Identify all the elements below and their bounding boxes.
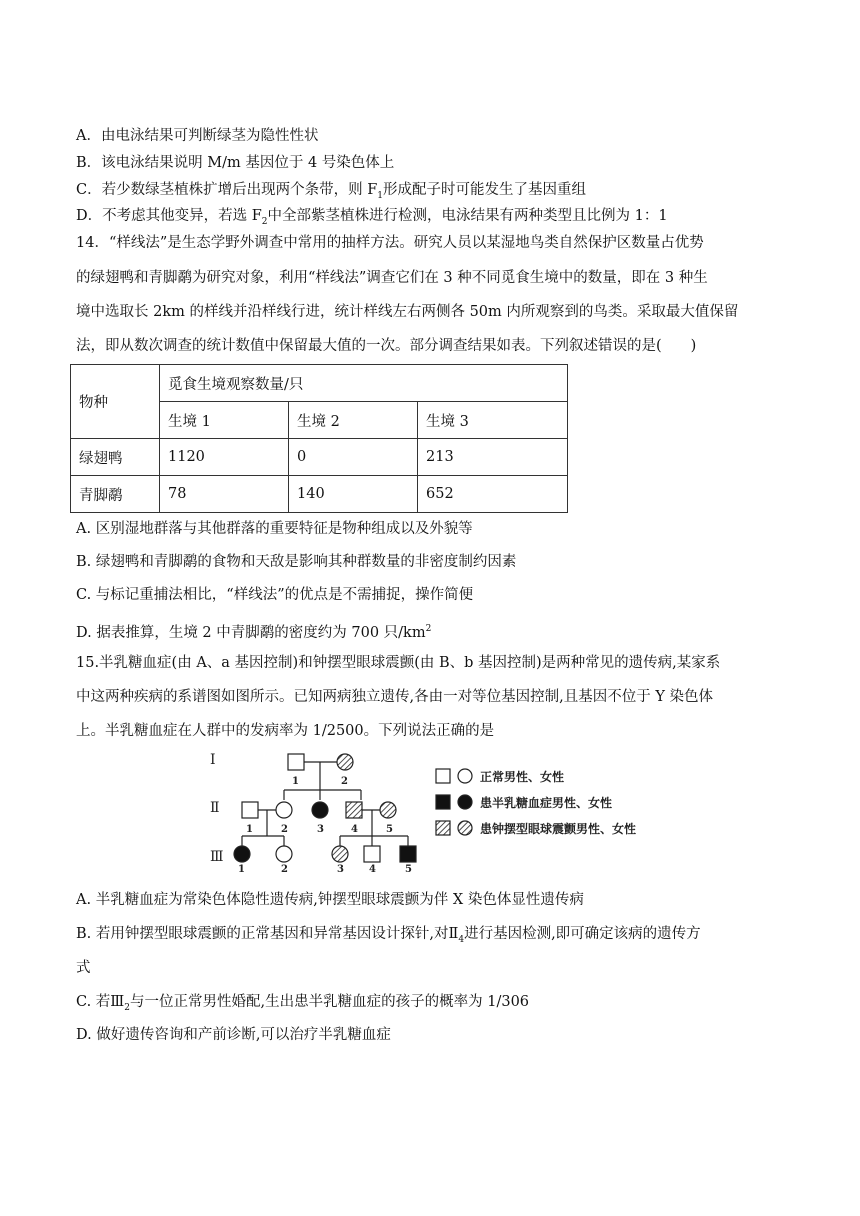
q14-stem-line: 14．“样线法”是生态学野外调查中常用的抽样方法。研究人员以某湿地鸟类自然保护区数量占优势 <box>76 235 704 251</box>
q15-stem-line: 15.半乳糖血症(由 A、a 基因控制)和钟摆型眼球震颤(由 B、b 基因控制)是两种常见的遗传病,某家系 <box>76 655 721 671</box>
q14-option-c: C. 与标记重捕法相比，“样线法”的优点是不需捕捉，操作简便 <box>76 587 474 603</box>
pedigree-number: 1 <box>246 824 253 835</box>
q13-option-d-sub: 2 <box>261 216 268 227</box>
q15-option-a: A. 半乳糖血症为常染色体隐性遗传病,钟摆型眼球震颤为伴 X 染色体显性遗传病 <box>76 892 584 908</box>
pedigree-iii4-normal-male <box>364 846 380 862</box>
q13-option-c <box>76 180 586 206</box>
table-cell: 213 <box>418 439 568 476</box>
pedigree-number: 4 <box>351 824 358 835</box>
legend-nystagmus-male-symbol <box>436 821 450 835</box>
q15-stem-line: 中这两种疾病的系谱图如图所示。已知两病独立遗传,各由一对等位基因控制,且基因不位于 Y 染色体 <box>76 689 714 705</box>
generation-label-1: Ⅰ <box>210 752 216 768</box>
table-row <box>71 476 568 513</box>
generation-label-3: Ⅲ <box>210 849 224 865</box>
q15-option-c-sub: 2 <box>124 1002 131 1013</box>
pedigree-number: 1 <box>292 776 299 787</box>
q13-option-d <box>76 206 668 232</box>
q15-option-c-tail: 与一位正常男性婚配,生出患半乳糖血症的孩子的概率为 1/306 <box>130 994 530 1010</box>
generation-label-2: Ⅱ <box>210 800 220 816</box>
legend-galactosemia-male-symbol <box>436 795 450 809</box>
q14-option-d <box>76 619 431 643</box>
legend-nystagmus-label: 患钟摆型眼球震颤男性、女性 <box>480 822 637 836</box>
pedigree-diagram <box>196 748 666 872</box>
q14-option-d-sup: 2 <box>425 624 432 634</box>
q14-stem-line: 法，即从数次调查的统计数值中保留最大值的一次。部分调查结果如表。下列叙述错误的是( ) <box>76 338 697 354</box>
q14-option-a: A. 区别湿地群落与其他群落的重要特征是物种组成以及外貌等 <box>76 521 473 537</box>
q13-option-a: A．由电泳结果可判断绿茎为隐性性状 <box>76 128 319 144</box>
pedigree-number: 1 <box>238 864 245 872</box>
q13-option-c-sub: 1 <box>377 190 383 201</box>
table-cell: 78 <box>160 476 289 513</box>
table-col-header: 生境 1 <box>160 402 289 439</box>
survey-table <box>70 364 568 513</box>
q13-option-d-tail: 中全部紫茎植株进行检测，电泳结果有两种类型且比例为 1：1 <box>267 208 668 224</box>
legend-nystagmus-female-symbol <box>458 821 472 835</box>
pedigree-i2-affected-nystagmus-female <box>337 754 353 770</box>
table-corner-header: 物种 <box>71 365 160 439</box>
pedigree-iii3-affected-nystagmus-female <box>332 846 348 862</box>
q13-option-b: B．该电泳结果说明 M/m 基因位于 4 号染色体上 <box>76 155 395 171</box>
table-group-header: 觅食生境观察数量/只 <box>160 365 568 402</box>
legend-galactosemia-label: 患半乳糖血症男性、女性 <box>480 796 613 810</box>
q15-option-b-sub: 4 <box>458 934 465 945</box>
q15-option-b-head: B. 若用钟摆型眼球震颤的正常基因和异常基因设计探针,对Ⅱ <box>76 926 459 942</box>
pedigree-iii1-affected-galactosemia-female <box>234 846 250 862</box>
q14-option-d-text: D. 据表推算，生境 2 中青脚鹬的密度约为 700 只/km <box>76 624 426 641</box>
table-col-header: 生境 3 <box>418 402 568 439</box>
q15-option-d: D. 做好遗传咨询和产前诊断,可以治疗半乳糖血症 <box>76 1027 391 1043</box>
pedigree-number: 2 <box>281 864 288 872</box>
table-cell: 140 <box>289 476 418 513</box>
pedigree-ii5-affected-nystagmus-female <box>380 802 396 818</box>
pedigree-ii4-affected-nystagmus-male <box>346 802 362 818</box>
pedigree-number: 5 <box>405 864 412 872</box>
q13-option-c-tail: 形成配子时可能发生了基因重组 <box>383 182 586 198</box>
q15-stem-line: 上。半乳糖血症在人群中的发病率为 1/2500。下列说法正确的是 <box>76 723 495 739</box>
table-cell: 0 <box>289 439 418 476</box>
q14-stem-line: 的绿翅鸭和青脚鹬为研究对象，利用“样线法”调查它们在 3 种不同觅食生境中的数量，即在 3 种生 <box>76 270 708 286</box>
table-row <box>71 439 568 476</box>
q15-option-b-continued: 式 <box>76 960 91 976</box>
legend-galactosemia-female-symbol <box>458 795 472 809</box>
table-cell: 652 <box>418 476 568 513</box>
pedigree-ii3-affected-galactosemia-female <box>312 802 328 818</box>
pedigree-i1-normal-male <box>288 754 304 770</box>
pedigree-number: 5 <box>386 824 393 835</box>
pedigree-iii5-affected-galactosemia-male <box>400 846 416 862</box>
pedigree-number: 3 <box>317 824 324 835</box>
q14-stem-line: 境中选取长 2km 的样线并沿样线行进，统计样线左右两侧各 50m 内所观察到的鸟类。采取最大值保留 <box>76 304 739 320</box>
table-species-cell: 青脚鹬 <box>71 476 160 513</box>
q15-option-b <box>76 924 701 950</box>
pedigree-iii2-normal-female <box>276 846 292 862</box>
legend-normal-female-symbol <box>458 769 472 783</box>
table-cell: 1120 <box>160 439 289 476</box>
q14-option-b: B. 绿翅鸭和青脚鹬的食物和天敌是影响其种群数量的非密度制约因素 <box>76 554 517 570</box>
q15-option-b-tail: 进行基因检测,即可确定该病的遗传方 <box>464 926 701 942</box>
q15-option-c <box>76 992 529 1018</box>
q13-option-c-head: C．若少数绿茎植株扩增后出现两个条带，则 F <box>76 182 378 198</box>
pedigree-number: 2 <box>281 824 288 835</box>
pedigree-number: 4 <box>369 864 376 872</box>
pedigree-number: 3 <box>337 864 344 872</box>
pedigree-ii2-normal-female <box>276 802 292 818</box>
q13-option-d-head: D．不考虑其他变异，若选 F <box>76 208 262 224</box>
legend-normal-label: 正常男性、女性 <box>480 770 565 784</box>
pedigree-ii1-normal-male <box>242 802 258 818</box>
pedigree-number: 2 <box>341 776 348 787</box>
table-species-cell: 绿翅鸭 <box>71 439 160 476</box>
legend-normal-male-symbol <box>436 769 450 783</box>
q15-option-c-head: C. 若Ⅲ <box>76 994 125 1010</box>
table-col-header: 生境 2 <box>289 402 418 439</box>
